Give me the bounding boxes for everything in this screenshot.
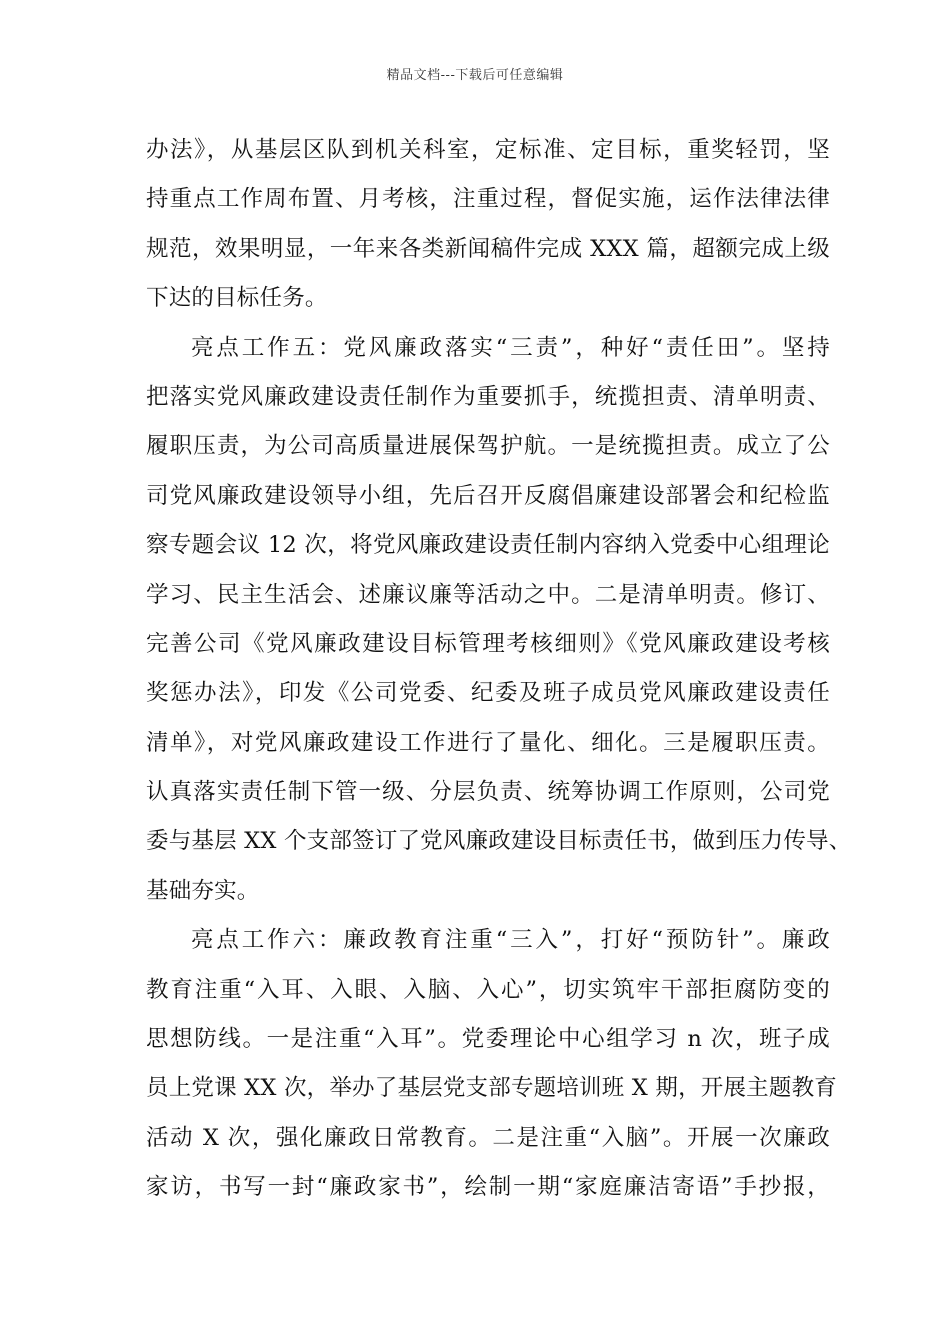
text-line: 奖惩办法》，印发《公司党委、纪委及班子成员党风廉政建设责任 — [146, 680, 830, 707]
text-line: 教育注重“入耳、入眼、入脑、入心”，切实筑牢干部拒腐防变的 — [146, 976, 830, 1003]
text-line: 委与基层 XX 个支部签订了党风廉政建设目标责任书，做到压力传导、 — [146, 828, 852, 855]
paragraph-start-line: 亮点工作六：廉政教育注重“三入”，打好“预防针”。廉政 — [191, 927, 830, 954]
text-line: 司党风廉政建设领导小组，先后召开反腐倡廉建设部署会和纪检监 — [146, 482, 830, 509]
text-line: 察专题会议 12 次，将党风廉政建设责任制内容纳入党委中心组理论 — [146, 532, 830, 559]
text-line: 履职压责，为公司高质量进展保驾护航。一是统揽担责。成立了公 — [146, 433, 830, 460]
text-line: 认真落实责任制下管一级、分层负责、统筹协调工作原则，公司党 — [146, 779, 830, 806]
text-line: 思想防线。一是注重“入耳”。党委理论中心组学习 n 次，班子成 — [146, 1026, 830, 1053]
text-line: 基础夯实。 — [146, 877, 260, 904]
text-line: 把落实党风廉政建设责任制作为重要抓手，统揽担责、清单明责、 — [146, 383, 830, 410]
text-line: 办法》，从基层区队到机关科室，定标准、定目标，重奖轻罚，坚 — [146, 137, 830, 163]
text-line: 清单》，对党风廉政建设工作进行了量化、细化。三是履职压责。 — [146, 729, 830, 756]
text-line: 持重点工作周布置、月考核，注重过程，督促实施，运作法律法律 — [146, 186, 830, 213]
paragraph-start-line: 亮点工作五：党风廉政落实“三责”，种好“责任田”。坚持 — [191, 334, 830, 361]
text-line: 下达的目标任务。 — [146, 285, 328, 312]
text-line: 规范，效果明显，一年来各类新闻稿件完成 XXX 篇，超额完成上级 — [146, 235, 830, 262]
text-line: 家访，书写一封“廉政家书”，绘制一期“家庭廉洁寄语”手抄报， — [146, 1174, 830, 1201]
page-header: 精品文档---下载后可任意编辑 — [386, 68, 564, 83]
text-line: 员上党课 XX 次，举办了基层党支部专题培训班 X 期，开展主题教育 — [146, 1075, 837, 1102]
text-line: 学习、民主生活会、述廉议廉等活动之中。二是清单明责。修订、 — [146, 581, 830, 608]
text-line: 活动 X 次，强化廉政日常教育。二是注重“入脑”。开展一次廉政 — [146, 1124, 830, 1151]
text-line: 完善公司《党风廉政建设目标管理考核细则》《党风廉政建设考核 — [146, 630, 830, 657]
document-body — [146, 126, 852, 1213]
